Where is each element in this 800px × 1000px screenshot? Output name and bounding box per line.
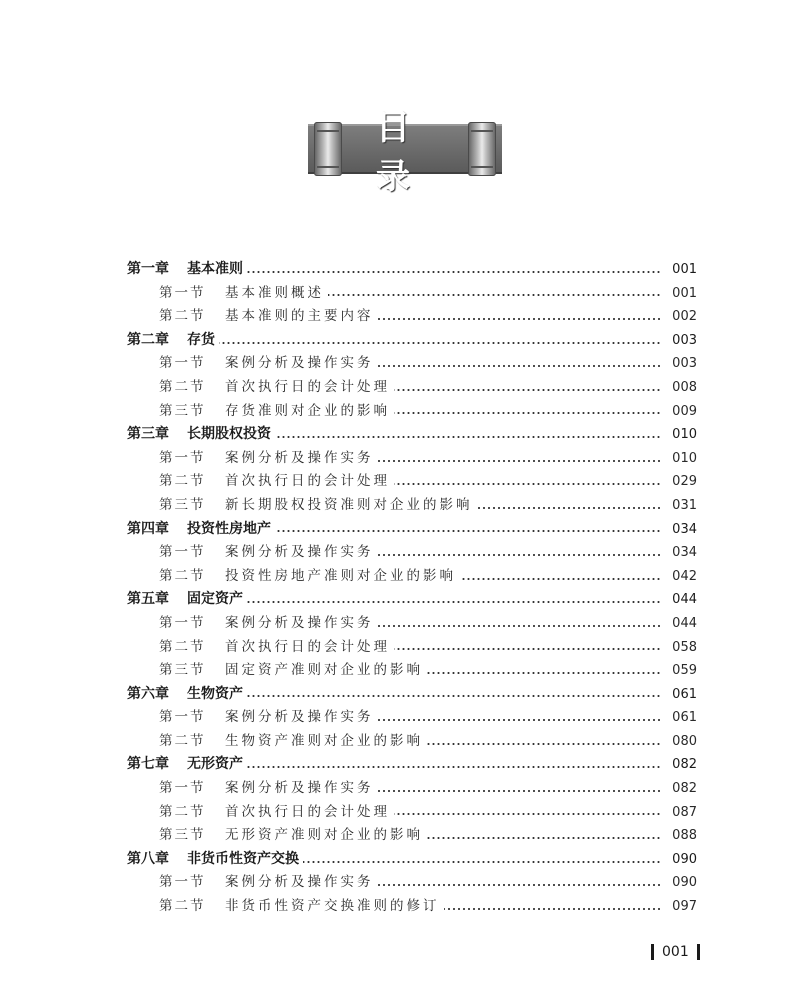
toc-entry-page: 080 xyxy=(672,733,697,749)
toc-section-entry[interactable] xyxy=(127,470,697,494)
toc-entry-number: 第三章 xyxy=(127,426,169,443)
toc-entry-title: 投资性房地产 xyxy=(187,520,271,537)
toc-entry-title: 基本准则概述 xyxy=(225,284,324,301)
toc-entry-title: 基本准则的主要内容 xyxy=(225,308,374,325)
toc-entry-title: 首次执行日的会计处理 xyxy=(225,638,390,655)
toc-entry-page: 061 xyxy=(672,710,697,726)
dot-leader xyxy=(378,883,662,887)
toc-entry-title: 案例分析及操作实务 xyxy=(225,355,374,372)
page-footer xyxy=(651,941,700,963)
page-title: 目 录 xyxy=(376,108,438,197)
dot-leader xyxy=(394,388,661,392)
toc-entry-page: 001 xyxy=(672,262,697,277)
toc-chapter-entry[interactable] xyxy=(127,518,697,542)
scroll-roll-right-icon xyxy=(468,122,496,176)
toc-entry-number: 第一节 xyxy=(159,709,206,726)
toc-entry-page: 003 xyxy=(672,356,697,372)
toc-entry-number: 第二节 xyxy=(159,567,206,584)
toc-entry-title: 存货 xyxy=(187,331,215,348)
toc-entry-title: 案例分析及操作实务 xyxy=(225,544,374,561)
dot-leader xyxy=(460,577,661,581)
toc-chapter-entry[interactable] xyxy=(127,588,697,612)
dot-leader xyxy=(378,624,662,628)
toc-entry-title: 无形资产准则对企业的影响 xyxy=(225,827,423,844)
toc-entry-page: 042 xyxy=(672,568,697,584)
toc-section-entry[interactable] xyxy=(127,706,697,730)
toc-section-entry[interactable] xyxy=(127,871,697,895)
toc-entry-title: 非货币性资产交换 xyxy=(187,850,299,867)
toc-entry-number: 第三节 xyxy=(159,662,206,679)
toc-entry-page: 009 xyxy=(672,403,697,419)
dot-leader xyxy=(247,765,661,769)
toc-section-entry[interactable] xyxy=(127,494,697,518)
toc-section-entry[interactable] xyxy=(127,447,697,471)
toc-entry-number: 第一节 xyxy=(159,874,206,891)
toc-section-entry[interactable] xyxy=(127,352,697,376)
toc-section-entry[interactable] xyxy=(127,400,697,424)
footer-bar-left xyxy=(651,944,654,960)
toc-entry-page: 088 xyxy=(672,828,697,844)
toc-entry-title: 基本准则 xyxy=(187,261,243,277)
dot-leader xyxy=(427,836,661,840)
toc-entry-number: 第五章 xyxy=(127,591,169,608)
toc-section-entry[interactable] xyxy=(127,612,697,636)
toc-chapter-entry[interactable] xyxy=(127,258,697,282)
toc-section-entry[interactable] xyxy=(127,376,697,400)
toc-entry-page: 058 xyxy=(672,639,697,655)
toc-entry-number: 第二节 xyxy=(159,308,206,325)
toc-section-entry[interactable] xyxy=(127,305,697,329)
toc-entry-page: 008 xyxy=(672,379,697,395)
toc-entry-number: 第二章 xyxy=(127,331,169,348)
toc-entry-page: 090 xyxy=(672,875,697,891)
dot-leader xyxy=(394,647,661,651)
toc-chapter-entry[interactable] xyxy=(127,848,697,872)
toc-entry-title: 首次执行日的会计处理 xyxy=(225,378,390,395)
toc-section-entry[interactable] xyxy=(127,636,697,660)
toc-chapter-entry[interactable] xyxy=(127,423,697,447)
toc-entry-number: 第二节 xyxy=(159,473,206,490)
toc-entry-title: 长期股权投资 xyxy=(187,426,271,443)
toc-entry-number: 第一节 xyxy=(159,544,206,561)
dot-leader xyxy=(378,459,662,463)
dot-leader xyxy=(394,411,661,415)
toc-entry-number: 第一节 xyxy=(159,355,206,372)
toc-entry-page: 029 xyxy=(672,474,697,490)
toc-entry-number: 第六章 xyxy=(127,685,169,702)
toc-entry-number: 第二节 xyxy=(159,898,206,915)
toc-entry-number: 第四章 xyxy=(127,520,169,537)
toc-entry-number: 第一节 xyxy=(159,284,206,301)
toc-entry-number: 第七章 xyxy=(127,756,169,773)
dot-leader xyxy=(378,553,662,557)
dot-leader xyxy=(275,529,661,533)
toc-entry-title: 案例分析及操作实务 xyxy=(225,449,374,466)
toc-entry-number: 第一节 xyxy=(159,449,206,466)
toc-entry-page: 087 xyxy=(672,804,697,820)
toc-section-entry[interactable] xyxy=(127,801,697,825)
toc-entry-title: 固定资产 xyxy=(187,591,243,608)
toc-entry-page: 082 xyxy=(672,757,697,773)
toc-entry-title: 非货币性资产交换准则的修订 xyxy=(225,898,440,915)
dot-leader xyxy=(247,600,661,604)
toc-section-entry[interactable] xyxy=(127,777,697,801)
table-of-contents xyxy=(127,258,697,919)
toc-entry-number: 第三节 xyxy=(159,827,206,844)
toc-entry-number: 第二节 xyxy=(159,378,206,395)
dot-leader xyxy=(378,789,662,793)
toc-entry-page: 010 xyxy=(672,427,697,443)
toc-entry-title: 生物资产准则对企业的影响 xyxy=(225,732,423,749)
toc-section-entry[interactable] xyxy=(127,565,697,589)
toc-entry-title: 存货准则对企业的影响 xyxy=(225,402,390,419)
dot-leader xyxy=(303,860,661,864)
toc-chapter-entry[interactable] xyxy=(127,753,697,777)
footer-bar-right xyxy=(697,944,700,960)
toc-entry-number: 第一节 xyxy=(159,780,206,797)
footer-page-number: 001 xyxy=(662,944,689,960)
toc-section-entry[interactable] xyxy=(127,541,697,565)
toc-entry-title: 投资性房地产准则对企业的影响 xyxy=(225,567,456,584)
toc-entry-page: 044 xyxy=(672,615,697,631)
toc-entry-page: 044 xyxy=(672,592,697,608)
toc-chapter-entry[interactable] xyxy=(127,683,697,707)
toc-section-entry[interactable] xyxy=(127,659,697,683)
dot-leader xyxy=(394,482,661,486)
toc-entry-page: 097 xyxy=(672,899,697,915)
toc-entry-number: 第一节 xyxy=(159,614,206,631)
toc-entry-page: 034 xyxy=(672,521,697,537)
toc-entry-title: 首次执行日的会计处理 xyxy=(225,803,390,820)
toc-entry-page: 002 xyxy=(672,309,697,325)
toc-entry-number: 第一章 xyxy=(127,261,169,277)
dot-leader xyxy=(378,718,662,722)
dot-leader xyxy=(275,435,661,439)
toc-entry-title: 首次执行日的会计处理 xyxy=(225,473,390,490)
toc-entry-page: 059 xyxy=(672,663,697,679)
toc-entry-number: 第三节 xyxy=(159,496,206,513)
toc-entry-page: 034 xyxy=(672,545,697,561)
dot-leader xyxy=(247,694,661,698)
toc-entry-page: 001 xyxy=(672,285,697,301)
toc-entry-number: 第八章 xyxy=(127,850,169,867)
toc-entry-number: 第二节 xyxy=(159,803,206,820)
toc-entry-title: 案例分析及操作实务 xyxy=(225,614,374,631)
toc-entry-title: 固定资产准则对企业的影响 xyxy=(225,662,423,679)
dot-leader xyxy=(477,506,662,510)
toc-entry-title: 新长期股权投资准则对企业的影响 xyxy=(225,496,473,513)
toc-entry-page: 010 xyxy=(672,450,697,466)
toc-entry-number: 第二节 xyxy=(159,638,206,655)
toc-chapter-entry[interactable] xyxy=(127,329,697,353)
dot-leader xyxy=(427,671,661,675)
toc-entry-page: 082 xyxy=(672,781,697,797)
toc-entry-title: 案例分析及操作实务 xyxy=(225,780,374,797)
toc-entry-title: 无形资产 xyxy=(187,756,243,773)
title-banner xyxy=(298,108,512,197)
toc-section-entry[interactable] xyxy=(127,282,697,306)
toc-entry-page: 061 xyxy=(672,686,697,702)
toc-entry-title: 生物资产 xyxy=(187,685,243,702)
dot-leader xyxy=(247,270,661,274)
dot-leader xyxy=(444,907,662,911)
toc-section-entry[interactable] xyxy=(127,730,697,754)
toc-section-entry[interactable] xyxy=(127,895,697,919)
dot-leader xyxy=(378,364,662,368)
toc-entry-page: 090 xyxy=(672,851,697,867)
dot-leader xyxy=(394,812,661,816)
toc-entry-number: 第三节 xyxy=(159,402,206,419)
toc-section-entry[interactable] xyxy=(127,824,697,848)
dot-leader xyxy=(328,293,661,297)
scroll-roll-left-icon xyxy=(314,122,342,176)
toc-entry-number: 第二节 xyxy=(159,732,206,749)
toc-entry-title: 案例分析及操作实务 xyxy=(225,874,374,891)
toc-entry-title: 案例分析及操作实务 xyxy=(225,709,374,726)
dot-leader xyxy=(378,317,662,321)
dot-leader xyxy=(427,742,661,746)
dot-leader xyxy=(219,341,661,345)
toc-entry-page: 003 xyxy=(672,332,697,348)
toc-entry-page: 031 xyxy=(672,497,697,513)
